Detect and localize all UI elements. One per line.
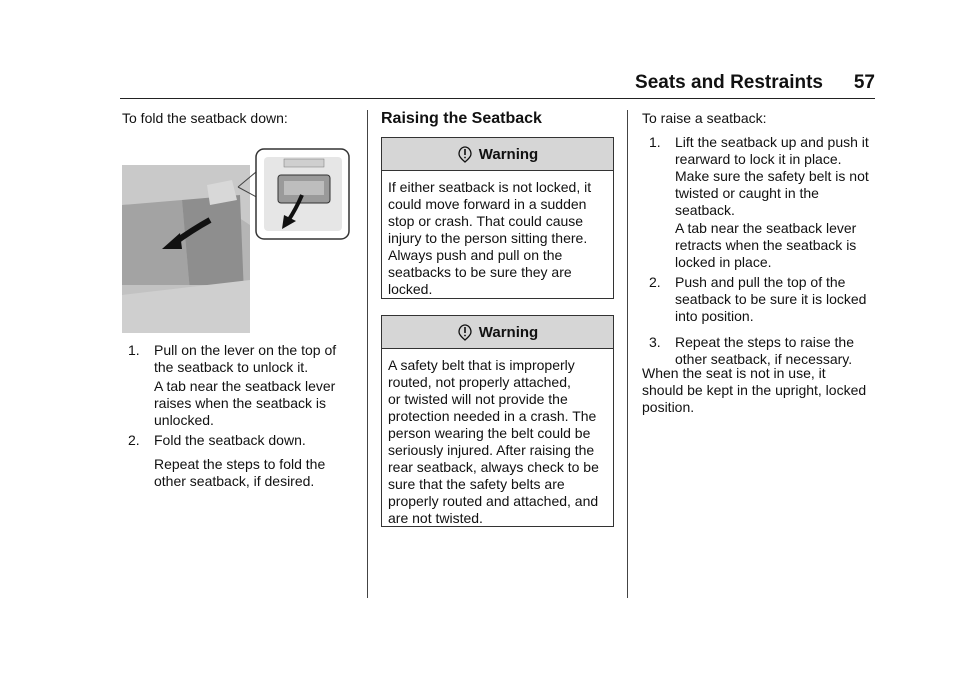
warning-title: Warning: [478, 145, 539, 163]
warning-line: could move forward in a sudden: [388, 196, 587, 212]
warning-line: stop or crash. That could cause: [388, 213, 584, 229]
closing-line: When the seat is not in use, it: [642, 365, 826, 381]
warning-header: [382, 316, 613, 349]
warning-line: sure that the safety belts are: [388, 476, 565, 492]
step-line: Pull on the lever on the top of: [154, 342, 337, 358]
warning-title: Warning: [478, 323, 539, 341]
warning-line: If either seatback is not locked, it: [388, 179, 592, 195]
step-line: rearward to lock it in place.: [675, 151, 842, 167]
step-line: twisted or caught in the: [675, 185, 819, 201]
warning-line: seriously injured. After raising the: [388, 442, 595, 458]
warning-line: person wearing the belt could be: [388, 425, 591, 441]
step-number: 2.: [649, 274, 661, 290]
intro-text: To raise a seatback:: [642, 110, 767, 126]
step-line: Repeat the steps to raise the: [675, 334, 854, 350]
column-divider: [627, 110, 628, 598]
step-line: seatback.: [675, 202, 735, 218]
closing-paragraph: [642, 365, 882, 416]
step-line: the seatback to unlock it.: [154, 359, 309, 375]
warning-box: [381, 137, 614, 299]
step-number: 1.: [649, 134, 661, 150]
step-number: 3.: [649, 334, 661, 350]
note-line: Repeat the steps to fold the: [154, 456, 326, 472]
step-1-note: [154, 378, 359, 429]
section-title: Seats and Restraints: [635, 72, 823, 93]
note-line: other seatback, if desired.: [154, 473, 315, 489]
warning-line: or twisted will not provide the: [388, 391, 568, 407]
closing-line: position.: [642, 399, 695, 415]
warning-box: [381, 315, 614, 527]
warning-icon: [457, 323, 473, 341]
step-line: seatback to be sure it is locked: [675, 291, 867, 307]
warning-line: properly routed and attached, and: [388, 493, 599, 509]
closing-line: should be kept in the upright, locked: [642, 382, 867, 398]
step-line: Make sure the safety belt is not: [675, 168, 869, 184]
step-line: Lift the seatback up and push it: [675, 134, 869, 150]
step-number: 1.: [128, 342, 140, 358]
page-number: 57: [853, 72, 875, 93]
step-line: Push and pull the top of the: [675, 274, 846, 290]
step-number: 2.: [128, 432, 140, 448]
warning-line: injury to the person sitting there.: [388, 230, 588, 246]
seatback-illustration: [122, 145, 352, 333]
step-2-note: [154, 456, 359, 490]
column-divider: [367, 110, 368, 598]
note-line: A tab near the seatback lever: [154, 378, 336, 394]
seat-fold-drawing: [122, 145, 352, 333]
note-line: raises when the seatback is: [154, 395, 326, 411]
warning-line: A safety belt that is improperly: [388, 357, 575, 373]
step-1-note: [675, 220, 880, 271]
warning-icon: [457, 145, 473, 163]
section-heading: Raising the Seatback: [381, 110, 542, 127]
step-line: Fold the seatback down.: [154, 432, 306, 448]
page-header: [120, 70, 875, 99]
step-line: into position.: [675, 308, 754, 324]
warning-header: [382, 138, 613, 171]
note-line: A tab near the seatback lever: [675, 220, 857, 236]
step-line: other seatback, if necessary.: [675, 351, 853, 367]
note-line: retracts when the seatback is: [675, 237, 857, 253]
note-line: locked in place.: [675, 254, 772, 270]
warning-line: are not twisted.: [388, 510, 483, 526]
warning-line: Always push and pull on the: [388, 247, 563, 263]
intro-text: To fold the seatback down:: [122, 110, 288, 126]
warning-line: protection needed in a crash. The: [388, 408, 597, 424]
warning-line: locked.: [388, 281, 433, 297]
warning-line: seatbacks to be sure they are: [388, 264, 572, 280]
note-line: unlocked.: [154, 412, 214, 428]
column-2: [381, 110, 616, 530]
column-3: [642, 110, 882, 430]
warning-line: rear seatback, always check to be: [388, 459, 599, 475]
warning-line: routed, not properly attached,: [388, 374, 571, 390]
